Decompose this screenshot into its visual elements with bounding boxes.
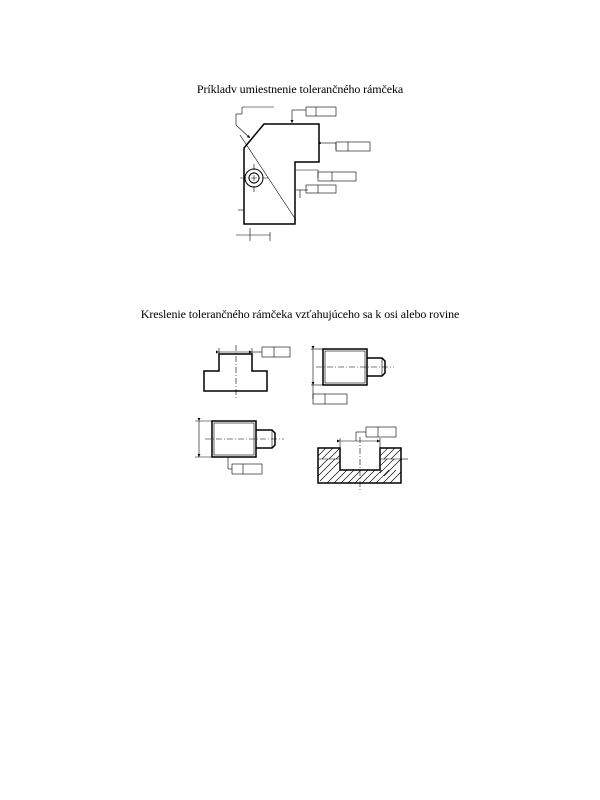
axis-plane-title: Kreslenie tolerančného rámčeka vzťahujúceho sa k osi alebo rovine xyxy=(140,307,460,321)
frame-right xyxy=(336,142,370,151)
slot-block-figure xyxy=(204,345,290,398)
frame-shaft-bottom xyxy=(232,464,262,474)
placement-title: Príkladv umiestnenie tolerančného rámčeka xyxy=(196,82,404,96)
shaft-top-figure xyxy=(311,349,394,404)
placement-example-figure xyxy=(236,107,370,241)
section-figure xyxy=(318,427,408,490)
frame-mid-right xyxy=(318,172,356,181)
leader-diagonal xyxy=(240,135,296,220)
part-outline xyxy=(244,124,319,224)
section-hatching xyxy=(318,448,401,483)
shaft-bottom-figure xyxy=(195,421,284,474)
frame-mid-right-2 xyxy=(306,185,336,193)
frame-shaft-top xyxy=(313,394,347,404)
slot-block-outline xyxy=(204,354,267,391)
frame-section xyxy=(366,427,396,437)
frame-top-right xyxy=(306,107,336,116)
frame-slot xyxy=(262,347,290,357)
